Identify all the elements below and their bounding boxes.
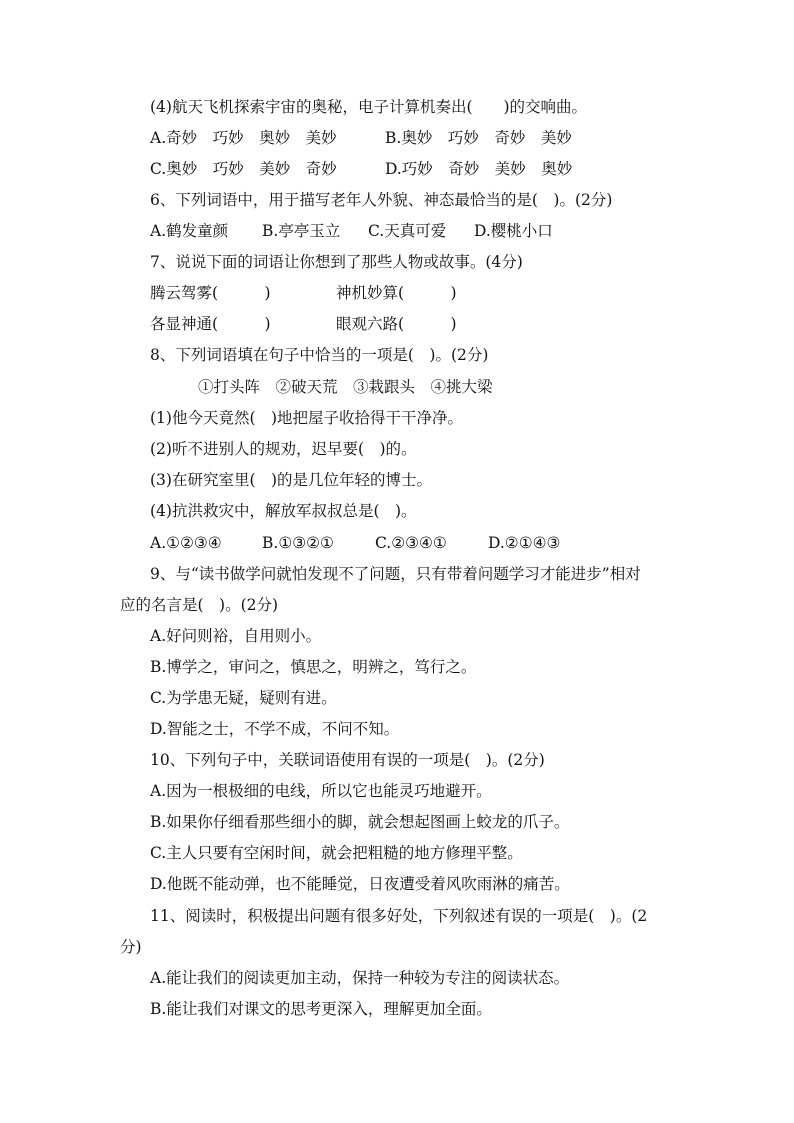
q10-option-d: D.他既不能动弹，也不能睡觉，日夜遭受着风吹雨淋的痛苦。 (150, 875, 570, 893)
q7-item-2: 神机妙算( ) (336, 284, 457, 302)
q5-4-option-d: D.巧妙 奇妙 美妙 奥妙 (385, 160, 573, 178)
q8-option-d: D.②①④③ (488, 534, 561, 552)
q9-option-c: C.为学患无疑，疑则有进。 (150, 689, 337, 707)
q5-4-option-b: B.奥妙 巧妙 奇妙 美妙 (385, 129, 572, 147)
q5-4-option-a: A.奇妙 巧妙 奥妙 美妙 (150, 129, 337, 147)
q8-sentence-1: (1)他今天竟然( )地把屋子收拾得干干净净。 (150, 409, 464, 427)
q7-item-3: 各显神通( ) (150, 315, 271, 333)
q8-option-b: B.①③②① (262, 534, 334, 552)
q7-item-4: 眼观六路( ) (336, 315, 457, 333)
q10-option-a: A.因为一根极细的电线，所以它也能灵巧地避开。 (150, 782, 492, 800)
q6-option-a: A.鹤发童颜 (150, 222, 229, 240)
q9-stem-line-1: 9、与“读书做学问就怕发现不了问题，只有带着问题学习才能进步”相对 (150, 565, 641, 583)
q10-stem: 10、下列句子中，关联词语使用有误的一项是( )。(2分) (150, 751, 545, 769)
q7-item-1: 腾云驾雾( ) (150, 284, 271, 302)
q10-option-c: C.主人只要有空闲时间，就会把粗糙的地方修理平整。 (150, 844, 523, 862)
q11-option-a: A.能让我们的阅读更加主动，保持一种较为专注的阅读状态。 (150, 969, 570, 987)
q9-option-a: A.好问则裕，自用则小。 (150, 627, 322, 645)
q8-sentence-3: (3)在研究室里( )的是几位年轻的博士。 (150, 471, 433, 489)
q11-stem-line-2: 分) (120, 938, 142, 956)
q6-option-c: C.天真可爱 (368, 222, 447, 240)
q10-option-b: B.如果你仔细看那些细小的脚，就会想起图画上蛟龙的爪子。 (150, 813, 570, 831)
q8-choices: ①打头阵 ②破天荒 ③栽跟头 ④挑大梁 (198, 378, 493, 396)
q11-option-b: B.能让我们对课文的思考更深入，理解更加全面。 (150, 1000, 492, 1018)
q6-stem: 6、下列词语中，用于描写老年人外貌、神态最恰当的是( )。(2分) (150, 191, 613, 209)
q7-stem: 7、说说下面的词语让你想到了那些人物或故事。(4分) (150, 253, 523, 271)
q9-option-d: D.智能之士，不学不成，不问不知。 (150, 720, 400, 738)
q8-sentence-2: (2)听不进别人的规劝，迟早要( )的。 (150, 440, 417, 458)
q8-option-a: A.①②③④ (150, 534, 222, 552)
q5-4-stem: (4)航天飞机探索宇宙的奥秘，电子计算机奏出( )的交响曲。 (150, 98, 588, 116)
q11-stem-line-1: 11、阅读时，积极提出问题有很多好处，下列叙述有误的一项是( )。(2 (150, 907, 648, 925)
q8-sentence-4: (4)抗洪救灾中，解放军叔叔总是( )。 (150, 502, 417, 520)
q6-option-b: B.亭亭玉立 (262, 222, 341, 240)
q9-option-b: B.博学之，审问之，慎思之，明辨之，笃行之。 (150, 658, 477, 676)
q5-4-option-c: C.奥妙 巧妙 美妙 奇妙 (150, 160, 337, 178)
q8-option-c: C.②③④① (375, 534, 447, 552)
q6-option-d: D.樱桃小口 (474, 222, 553, 240)
q8-stem: 8、下列词语填在句子中恰当的一项是( )。(2分) (150, 346, 489, 364)
q9-stem-line-2: 应的名言是( )。(2分) (120, 596, 279, 614)
